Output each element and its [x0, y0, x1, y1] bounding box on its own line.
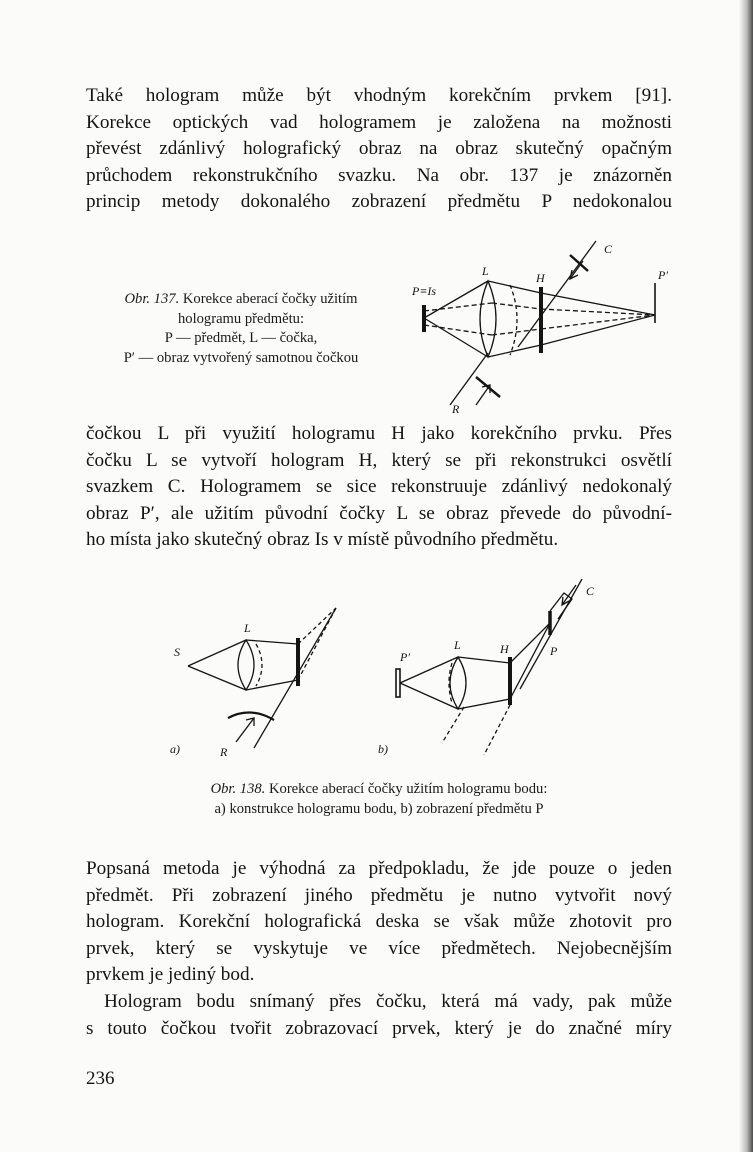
lens-shape: [480, 281, 496, 357]
page-number: 236: [86, 1068, 115, 1089]
text-line: Popsaná metoda je výhodná za předpokladu, že jde pouze o jeden: [86, 858, 672, 879]
lens-aberration-curve: [256, 644, 262, 686]
text-line: s touto čočkou tvořit zobrazovací prvek, který je do značné míry: [86, 1017, 672, 1039]
label-beam-r: R: [220, 745, 228, 759]
text-line: převést zdánlivý holografický obraz na obraz skutečný opačným: [86, 138, 672, 160]
ray-line: [442, 707, 464, 743]
label-object: P≡Is: [412, 284, 437, 298]
text-line: průchodem rekonstrukčního svazku. Na obr. 137 je znázorněn: [86, 164, 672, 186]
beam-r-arrow: [476, 385, 490, 405]
beam-c-line: [520, 579, 582, 689]
ray-line: [458, 657, 510, 663]
figure-138-caption: [86, 780, 672, 819]
ray-line: [488, 281, 541, 293]
label-beam-c: C: [586, 584, 595, 598]
text-line: předmět. Při zobrazení jiného předmětu je nutno vytvořit nový: [86, 884, 672, 906]
paragraph-1: [86, 83, 672, 216]
paragraph-3: [86, 856, 672, 989]
text-line: Také hologram může být vhodným korekčním prvkem [91].: [86, 85, 672, 106]
text-line: prvkem je jediný bod.: [86, 964, 255, 986]
ray-line: [541, 315, 655, 329]
figure-137-caption-line: P — předmět, L — čočka,: [164, 330, 318, 346]
text-line: Hologram bodu snímaný přes čočku, která má vady, pak může: [104, 991, 672, 1012]
text-line: ho místa jako skutečný obraz Is v místě původního předmětu.: [86, 529, 559, 551]
ray-line: [484, 705, 510, 755]
beam-r-line: [450, 353, 488, 405]
ray-line: [458, 699, 510, 709]
beam-r-arrow: [236, 718, 254, 742]
label-beam-c: C: [604, 242, 613, 256]
label-image: P′: [658, 268, 668, 282]
ray-line: [541, 315, 655, 345]
label-lens: L: [244, 621, 251, 635]
figure-137-caption-line: hologramu předmětu:: [177, 310, 305, 327]
lens-aberration-curve: [510, 285, 517, 355]
label-hologram: H: [500, 642, 509, 656]
text-line: princip metody dokonalého zobrazení předmětu P nedokonalou: [86, 191, 672, 213]
beam-c-line: [518, 241, 596, 347]
part-a-label: a): [170, 742, 180, 756]
paragraph-4: [86, 989, 672, 1042]
figure-137-number: Obr. 137.: [124, 291, 180, 307]
beam-r-line: [254, 608, 336, 748]
figure-138b-diagram: [372, 575, 632, 760]
beam-c-aperture: [570, 255, 588, 271]
ray-line: [510, 623, 550, 663]
figure-137-caption-line: Korekce aberací čočky užitím: [182, 291, 358, 307]
ray-line: [246, 640, 298, 644]
text-line: obraz P′, ale užitím původní čočky L se obraz převede do původní-: [86, 502, 672, 524]
text-line: svazkem C. Hologramem se sice rekonstruuje zdánlivý nedokonalý: [86, 476, 672, 498]
part-b-label: b): [378, 742, 388, 756]
image-plate: [396, 669, 400, 697]
lens-shape: [238, 640, 254, 690]
label-object: P: [550, 644, 558, 658]
figure-137-caption: [86, 290, 396, 368]
lens-shape: [450, 657, 466, 709]
paragraph-2: [86, 421, 672, 554]
text-line: Korekce optických vad hologramem je založena na možnosti: [86, 111, 672, 133]
text-line: prvek, který se vyskytuje ve více předmětech. Nejobecnějším: [86, 937, 672, 959]
figure-138a-diagram: [160, 598, 360, 763]
ray-line: [188, 666, 246, 690]
label-source: S: [174, 645, 180, 659]
figure-137-caption-line: P′ — obraz vytvořený samotnou čočkou: [123, 349, 359, 366]
ray-line: [188, 640, 246, 666]
figure-137-diagram: [400, 235, 690, 415]
figure-138-caption-line: Korekce aberací čočky užitím hologramu bodu:: [268, 781, 548, 797]
label-lens: L: [454, 638, 461, 652]
text-line: čočkou L při využití hologramu H jako korekčního prvku. Přes: [86, 423, 672, 444]
label-lens: L: [482, 264, 489, 278]
text-line: hologram. Korekční holografická deska se však může zhotovit pro: [86, 911, 672, 933]
ray-line: [488, 345, 541, 357]
label-hologram: H: [536, 271, 545, 285]
figure-138-caption-line: a) konstrukce hologramu bodu, b) zobrazení předmětu P: [214, 800, 544, 817]
ray-line: [298, 608, 336, 644]
beam-c-aperture: [550, 593, 572, 619]
page-edge-shadow: [739, 0, 753, 1152]
ray-line: [424, 318, 488, 357]
label-image: P′: [400, 650, 410, 664]
figure-138-number: Obr. 138.: [210, 781, 266, 797]
ray-line: [510, 623, 550, 699]
text-line: čočku L se vytvoří hologram H, který se při rekonstrukci osvětlí: [86, 449, 672, 471]
label-beam-r: R: [452, 402, 460, 416]
